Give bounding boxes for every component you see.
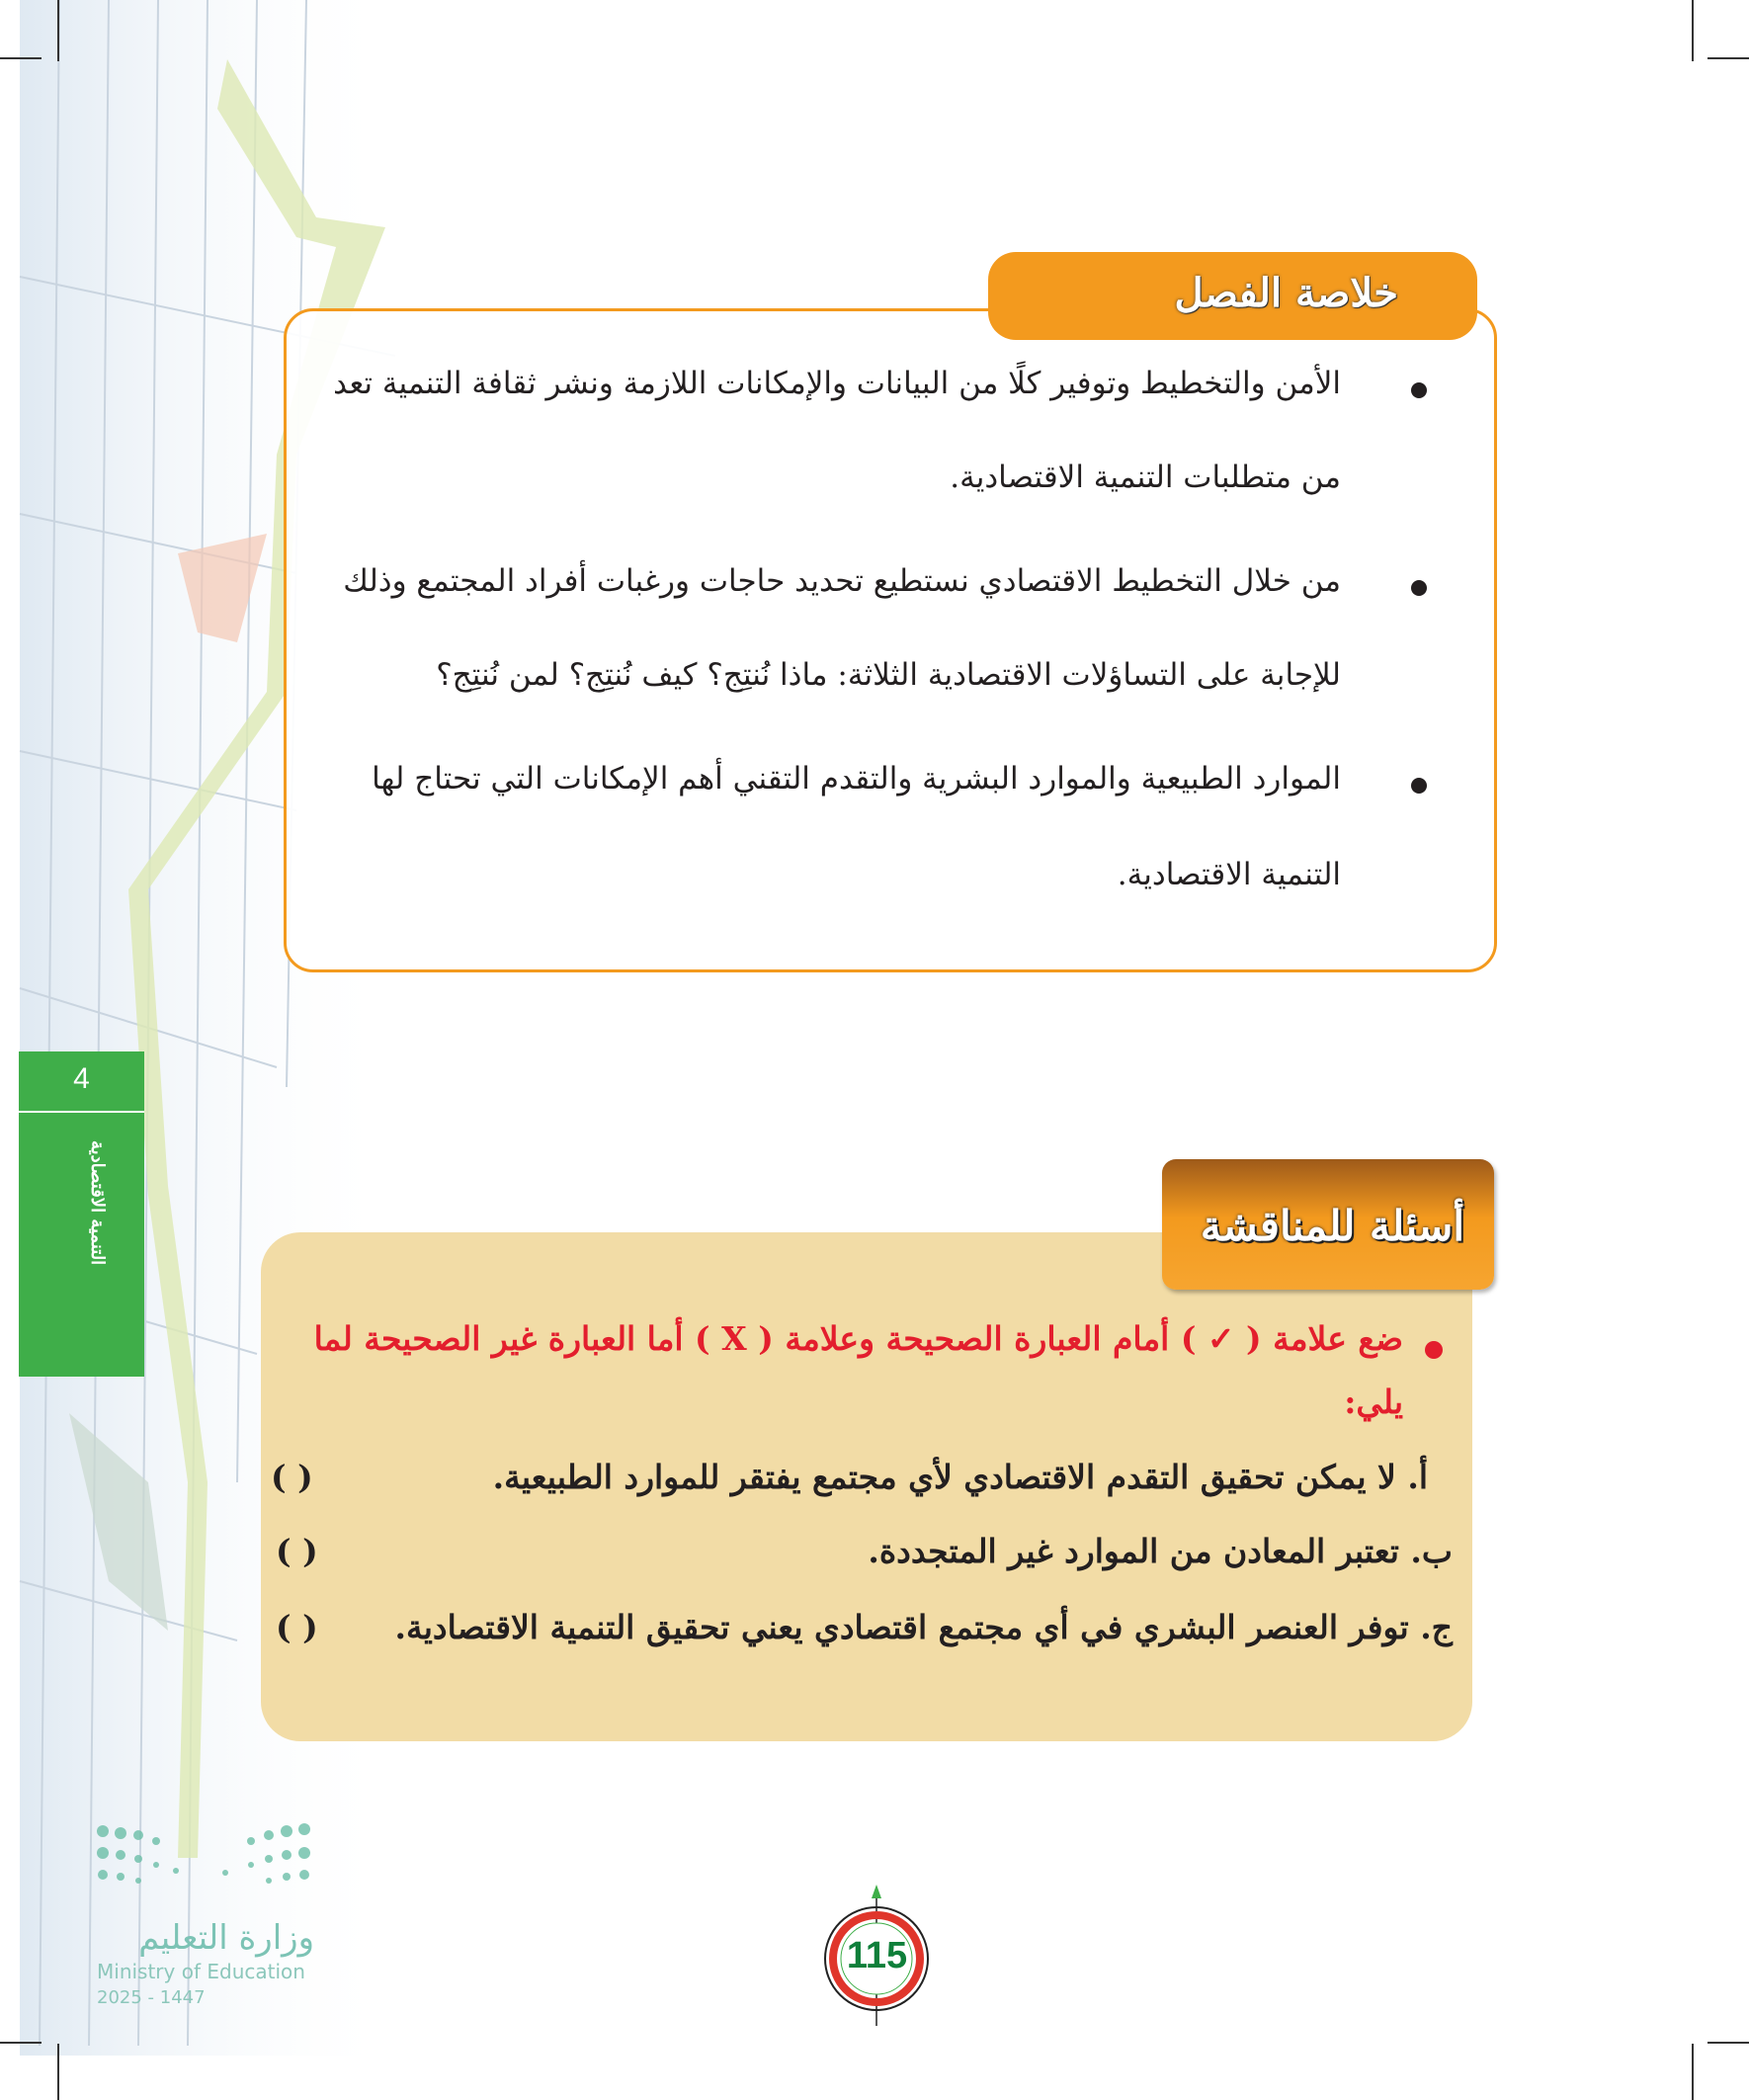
discussion-instruction-continued: يلي: xyxy=(1344,1383,1403,1421)
answer-blank-c[interactable]: ( ) xyxy=(276,1608,318,1646)
crop-mark xyxy=(1707,2042,1749,2044)
crop-mark xyxy=(0,2042,42,2044)
summary-line: الموارد الطبيعية والموارد البشرية والتقدم التقني أهم الإمكانات التي تحتاج لها xyxy=(372,761,1341,797)
question-item-b: ب. تعتبر المعادن من الموارد غير المتجددة. xyxy=(868,1532,1453,1570)
bullet-icon xyxy=(1411,778,1427,794)
chapter-summary-title: خلاصة الفصل xyxy=(988,252,1477,340)
crop-mark xyxy=(57,0,59,61)
discussion-box xyxy=(261,1232,1472,1741)
question-item-c: ج. توفر العنصر البشري في أي مجتمع اقتصادي يعني تحقيق التنمية الاقتصادية. xyxy=(394,1608,1453,1646)
answer-blank-b[interactable]: ( ) xyxy=(276,1532,318,1570)
page-number: 115 xyxy=(846,1935,908,1976)
crop-mark xyxy=(1692,0,1694,61)
page-number-badge xyxy=(820,1883,934,2031)
chapter-side-tab xyxy=(19,1051,144,1377)
crop-mark xyxy=(57,2044,59,2100)
discussion-title: أسئلة للمناقشة xyxy=(1162,1159,1494,1290)
summary-line: من خلال التخطيط الاقتصادي نستطيع تحديد حاجات ورغبات أفراد المجتمع وذلك xyxy=(343,563,1341,599)
crop-mark xyxy=(1707,57,1749,59)
answer-blank-a[interactable]: ( ) xyxy=(271,1458,313,1496)
crop-mark xyxy=(0,57,42,59)
ministry-year: 2025 - 1447 xyxy=(97,1987,206,2008)
chapter-label: التنمية الاقتصادية xyxy=(87,1140,108,1266)
chapter-number: 4 xyxy=(19,1051,144,1113)
ministry-logo xyxy=(97,1821,413,2019)
crop-mark xyxy=(1692,2044,1694,2100)
bullet-icon xyxy=(1411,382,1427,398)
bullet-icon xyxy=(1425,1341,1443,1359)
summary-line: الأمن والتخطيط وتوفير كلًا من البيانات والإمكانات اللازمة ونشر ثقافة التنمية تعد xyxy=(333,366,1341,401)
chapter-summary-box xyxy=(284,308,1497,972)
summary-line: التنمية الاقتصادية. xyxy=(1117,857,1341,892)
logo-dots-icon xyxy=(97,1821,314,1900)
summary-line: للإجابة على التساؤلات الاقتصادية الثلاثة: ماذا نُنتِج؟ كيف نُنتِج؟ لمن نُنتِج؟ xyxy=(436,657,1341,693)
ministry-name-arabic: وزارة التعليم xyxy=(138,1918,314,1958)
summary-line: من متطلبات التنمية الاقتصادية. xyxy=(950,460,1341,495)
ministry-name-english: Ministry of Education xyxy=(97,1960,305,1983)
question-item-a: أ. لا يمكن تحقيق التقدم الاقتصادي لأي مجتمع يفتقر للموارد الطبيعية. xyxy=(492,1458,1428,1496)
discussion-instruction: ضع علامة ( ✓ ) أمام العبارة الصحيحة وعلامة ( X ) أما العبارة غير الصحيحة لما xyxy=(313,1319,1403,1358)
bullet-icon xyxy=(1411,580,1427,596)
